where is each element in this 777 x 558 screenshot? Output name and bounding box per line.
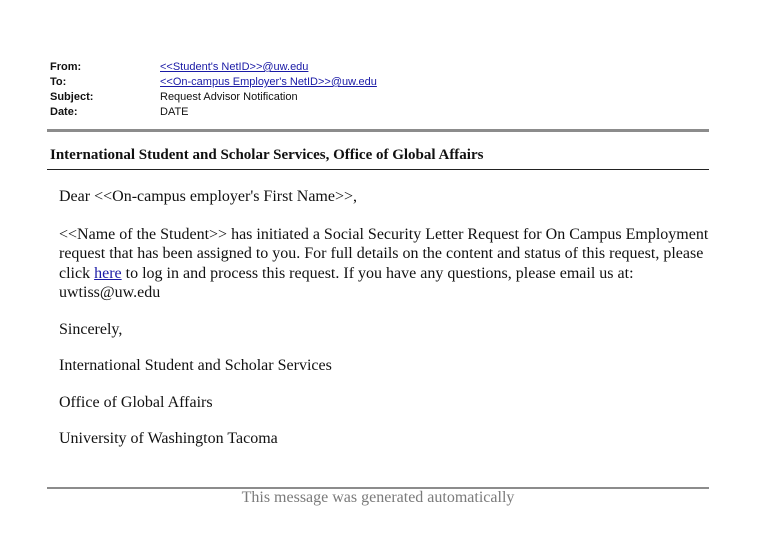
subject-label: Subject: [50, 91, 94, 103]
date-label: Date: [50, 106, 78, 118]
paragraph-text-end: to log in and process this request. If you have any questions, please email us at: uwtiss@uw.edu [59, 264, 634, 301]
signature-line-3: University of Washington Tacoma [59, 430, 278, 447]
to-label: To: [50, 76, 67, 88]
header-divider [47, 129, 709, 132]
greeting: Dear <<On-campus employer's First Name>>, [59, 188, 358, 205]
paragraph-text-start: <<Name of the Student>> has initiated a Social Security Letter Request for On Campus Employment request that has been assigned to you. For full details on the content and status of this request, please click [59, 225, 709, 282]
auto-generated-note: This message was generated automatically [241, 489, 515, 506]
date-value: DATE [160, 106, 189, 118]
from-label: From: [50, 61, 82, 73]
signature-line-1: International Student and Scholar Services [59, 357, 332, 374]
to-row [50, 75, 377, 90]
here-link[interactable]: here [94, 264, 122, 282]
closing: Sincerely, [59, 320, 123, 338]
message-body [59, 187, 709, 466]
request-paragraph [59, 225, 709, 303]
subject-row [50, 90, 377, 105]
from-address-link[interactable]: <<Student's NetID>>@uw.edu [160, 61, 309, 73]
office-banner-title: International Student and Scholar Services, Office of Global Affairs [50, 147, 484, 163]
subject-value: Request Advisor Notification [160, 91, 298, 103]
to-address-link[interactable]: <<On-campus Employer's NetID>>@uw.edu [160, 76, 377, 88]
date-row [50, 105, 377, 120]
banner-divider [47, 169, 709, 170]
from-row [50, 60, 377, 75]
signature-line-2: Office of Global Affairs [59, 393, 213, 411]
email-headers [50, 60, 377, 120]
